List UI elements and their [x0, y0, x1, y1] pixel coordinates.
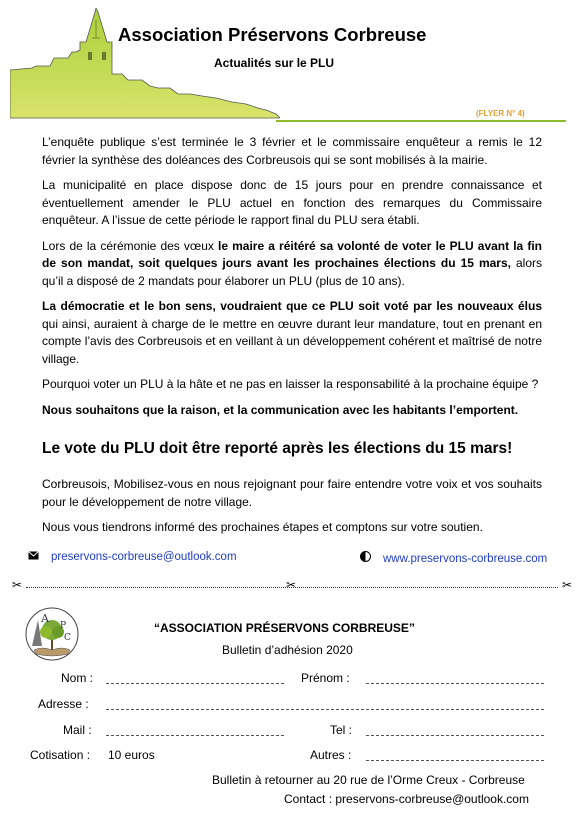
flyer-number-label: (FLYER N° 4) [476, 109, 525, 118]
headline: Le vote du PLU doit être reporté après les élections du 15 mars! [42, 440, 513, 457]
envelope-icon [28, 551, 39, 563]
website-link[interactable]: www.preservons-corbreuse.com [383, 553, 548, 565]
body-text [42, 134, 542, 427]
call-paragraph-2: Nous vous tiendrons informé des prochaines étapes et comptons sur votre soutien. [42, 520, 483, 534]
democratie-end: qui ainsi, auraient à charge de le mettre en œuvre durant leur mandature, tout en prenant en compte l’avis des Corbreusois et en veillant à un développement cohérent et maîtrisé de notre village. [42, 316, 542, 366]
form-subtitle: Bulletin d’adhésion 2020 [222, 643, 353, 657]
adresse-field[interactable] [106, 709, 544, 710]
tel-field[interactable] [366, 735, 544, 736]
adresse-label: Adresse : [38, 697, 89, 711]
email-link[interactable]: preservons-corbreuse@outlook.com [51, 551, 237, 563]
paragraph-ceremonie [42, 238, 542, 291]
globe-icon [360, 551, 371, 565]
nom-field[interactable] [106, 683, 284, 684]
democratie-bold: La démocratie et le bon sens, voudraient que ce PLU soit voté par les nouveaux élus [42, 299, 542, 313]
association-logo [24, 606, 80, 662]
logo-letter-a: A [41, 612, 49, 625]
ceremonie-start: Lors de la cérémonie des vœux [42, 238, 219, 253]
header-divider [276, 120, 566, 122]
paragraph-enquete: L’enquête publique s’est terminée le 3 février et le commissaire enquêteur a remis le 12 février la synthèse des doléances des Corbreusois qui se sont mobilisés à la mairie. [42, 135, 542, 167]
paragraph-souhait [42, 402, 542, 420]
tel-label: Tel : [330, 723, 353, 737]
paragraph-municipalite: La municipalité en place dispose donc de 15 jours pour en prendre connaissance et éventuellement amender le PLU actuel en fonction des remarques du Commissaire enquêteur. A l’issue de cette période le rapport final du PLU sera établi. [42, 178, 542, 227]
prenom-field[interactable] [366, 683, 544, 684]
mail-label: Mail : [63, 723, 92, 737]
scissors-icon: ✂ [286, 578, 297, 592]
nom-label: Nom : [61, 671, 94, 685]
logo-letter-p: P [60, 621, 67, 631]
scissors-icon: ✂ [561, 578, 572, 592]
website-contact [360, 551, 547, 565]
autres-label: Autres : [310, 748, 352, 762]
header [0, 0, 582, 128]
page-subtitle: Actualités sur le PLU [214, 56, 335, 70]
form-title: “ASSOCIATION PRÉSERVONS CORBREUSE” [154, 621, 415, 635]
cotisation-label: Cotisation : [30, 748, 91, 762]
contact-note: Contact : preservons-corbreuse@outlook.com [284, 792, 529, 806]
mail-field[interactable] [106, 735, 284, 736]
paragraph-democratie [42, 298, 542, 368]
call-paragraph-1: Corbreusois, Mobilisez-vous en nous rejoignant pour faire entendre votre voix et vos souhaits pour le développement de notre village. [42, 477, 542, 509]
page-title: Association Préservons Corbreuse [118, 24, 427, 45]
scissors-icon: ✂ [12, 578, 23, 592]
ceremonie-end: alors qu’il a disposé de 2 mandats pour élaborer un PLU (plus de 10 ans). [42, 256, 542, 288]
return-note: Bulletin à retourner au 20 rue de l’Orme Creux - Corbreuse [212, 773, 525, 787]
logo-letter-c: C [64, 633, 71, 643]
cotisation-value: 10 euros [108, 748, 155, 762]
email-contact [28, 551, 237, 563]
cut-line [12, 580, 572, 594]
souhait-bold: Nous souhaitons que la raison, et la communication avec les habitants l’emportent. [42, 402, 519, 417]
call-to-action [42, 476, 542, 545]
autres-field[interactable] [366, 760, 544, 761]
prenom-label: Prénom : [301, 671, 350, 685]
paragraph-pourquoi: Pourquoi voter un PLU à la hâte et ne pas en laisser la responsabilité à la prochaine équipe ? [42, 377, 539, 391]
ceremonie-bold: le maire a réitéré sa volonté de voter le PLU avant la fin de son mandat, soit quelques jours avant les prochaines élections du 15 mars, [42, 238, 542, 270]
